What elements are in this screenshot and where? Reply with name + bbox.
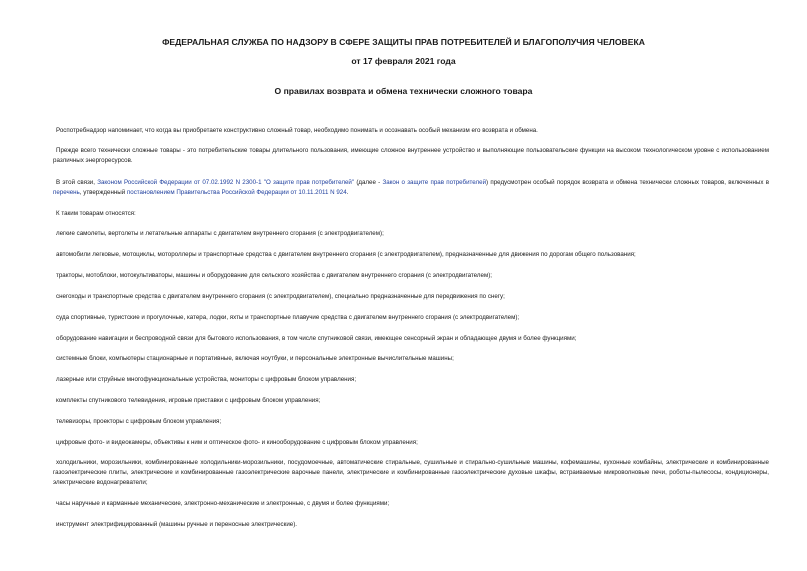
law-2300-1-link[interactable]: Законом Российской Федерации от 07.02.1992 N 2300-1 "О защите прав потребителей" xyxy=(97,179,355,186)
law-text-1: В этой связи, xyxy=(56,179,98,186)
definition-paragraph: Прежде всего технически сложные товары - это потребительские товары длительного пользования, имеющие сложное внутреннее устройство и выполняющие пользовательские функции на высоком технологическом уровне с использованием различных энергоресурсов. xyxy=(53,147,769,164)
list-item: системные блоки, компьютеры стационарные и портативные, включая ноутбуки, и персональные электронные вычислительные машины; xyxy=(56,355,454,362)
decree-924-link[interactable]: постановлением Правительства Российской Федерации от 10.11.2011 N 924 xyxy=(126,189,347,196)
list-item: легкие самолеты, вертолеты и летательные аппараты с двигателем внутреннего сгорания (с электродвигателем); xyxy=(56,230,384,237)
law-text-2: (далее - xyxy=(354,179,383,186)
list-item: суда спортивные, туристские и прогулочные, катера, лодки, яхты и транспортные плавучие средства с двигателем внутреннего сгорания (с электродвигателем); xyxy=(56,314,520,321)
document-title: О правилах возврата и обмена технически сложного товара xyxy=(274,86,533,96)
list-item: телевизоры, проекторы с цифровым блоком управления; xyxy=(56,418,222,425)
list-item: холодильники, морозильники, комбинированные холодильники-морозильники, посудомоечные, автоматические стиральные, сушильные и стирально-сушильные машины, кофемашины, кухонные комбайны, электрические и комбинированные газоэлектрические плиты, электрические и комбинированные газоэлектрические варочные панели, электрические и комбинированные газоэлектрические духовые шкафы, встраиваемые микроволновые печи, роботы-пылесосы, кондиционеры, электрические водонагреватели; xyxy=(53,459,769,486)
organization-heading: ФЕДЕРАЛЬНАЯ СЛУЖБА ПО НАДЗОРУ В СФЕРЕ ЗАЩИТЫ ПРАВ ПОТРЕБИТЕЛЕЙ И БЛАГОПОЛУЧИЯ ЧЕЛОВЕКА xyxy=(162,37,645,47)
list-item: инструмент электрифицированный (машины ручные и переносные электрические). xyxy=(56,521,298,528)
law-text-3: ) предусмотрен особый порядок возврата и обмена технически сложных товаров, включенных в xyxy=(486,179,769,186)
list-item: автомобили легковые, мотоциклы, мотороллеры и транспортные средства с двигателем внутреннего сгорания (с электродвигателем), предназначенные для движения по дорогам общего пользования; xyxy=(56,251,636,258)
law-text-5: . xyxy=(346,189,349,196)
list-link[interactable]: перечень xyxy=(53,189,80,196)
intro-paragraph: Роспотребнадзор напоминает, что когда вы приобретаете конструктивно сложный товар, необходимо понимать и осознавать особый механизм его возврата и обмена. xyxy=(56,127,538,134)
list-item: тракторы, мотоблоки, мотокультиваторы, машины и оборудование для сельского хозяйства с двигателем внутреннего сгорания (с электродвигателем); xyxy=(56,272,492,279)
list-intro: К таким товарам относятся: xyxy=(56,210,136,217)
law-paragraph xyxy=(53,178,769,198)
document-date: от 17 февраля 2021 года xyxy=(351,56,456,66)
list-item: цифровые фото- и видеокамеры, объективы к ним и оптическое фото- и кинооборудование с цифровым блоком управления; xyxy=(56,439,418,446)
list-item: комплекты спутникового телевидения, игровые приставки с цифровым блоком управления; xyxy=(56,397,321,404)
law-text-4: , утвержденный xyxy=(79,189,127,196)
list-item: лазерные или струйные многофункциональные устройства, мониторы с цифровым блоком управления; xyxy=(56,376,357,383)
list-item: часы наручные и карманные механические, электронно-механические и электронные, с двумя и более функциями; xyxy=(56,500,390,507)
list-item: оборудование навигации и беспроводной связи для бытового использования, в том числе спутниковой связи, имеющее сенсорный экран и обладающее двумя и более функциями; xyxy=(56,335,577,342)
list-item: снегоходы и транспортные средства с двигателем внутреннего сгорания (с электродвигателем), специально предназначенные для передвижения по снегу; xyxy=(56,293,505,300)
consumer-law-link[interactable]: Закон о защите прав потребителей xyxy=(382,179,487,186)
